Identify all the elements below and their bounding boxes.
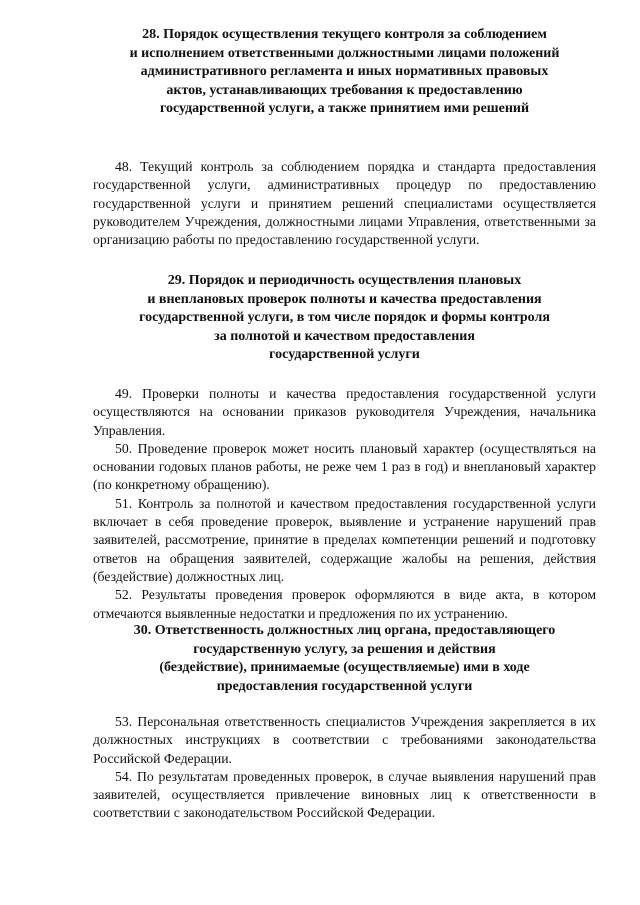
paragraph-49: 49. Проверки полноты и качества предоставления государственной услуги осуществляются на основании приказов руководителя Учреждения, начальника Управления. <box>93 386 596 438</box>
heading-line: актов, устанавливающих требования к предоставлению <box>166 82 523 98</box>
heading-line: государственную услугу, за решения и действия <box>193 641 496 657</box>
heading-line: государственной услуги, в том числе порядок и формы контроля <box>139 310 550 326</box>
heading-line: 28. Порядок осуществления текущего контроля за соблюдением <box>142 27 547 42</box>
heading-line: административного регламента и иных нормативных правовых <box>140 64 549 80</box>
heading-line: и исполнением ответственными должностными лицами положений <box>129 45 560 61</box>
section-30-heading <box>93 622 596 696</box>
heading-line: 30. Ответственность должностных лиц органа, предоставляющего <box>133 623 556 638</box>
heading-line: 29. Порядок и периодичность осуществления плановых <box>167 273 522 288</box>
paragraph-48: 48. Текущий контроль за соблюдением порядка и стандарта предоставления государственной услуги, административных процедур по предоставлению государственной услуги и принятием решений специалистами осуществляется руководителем Учреждения, должностными лицами Управления, ответственными за организацию работы по предоставлению государственной услуги. <box>93 159 596 248</box>
paragraph-53: 53. Персональная ответственность специалистов Учреждения закрепляется в их должностных инструкциях в соответствии с требованиями законодательства Российской Федерации. <box>93 714 596 766</box>
paragraph-54: 54. По результатам проведенных проверок, в случае выявления нарушений прав заявителей, осуществляется привлечение виновных лиц к ответственности в соответствии с законодательством Российской Федерации. <box>93 768 596 821</box>
section-29-body <box>93 385 596 623</box>
section-28-heading <box>93 26 596 119</box>
heading-line: за полнотой и качеством предоставления <box>214 328 475 344</box>
section-28-body <box>93 158 596 249</box>
heading-line: государственной услуги, а также принятием ими решений <box>159 101 530 117</box>
paragraph-50: 50. Проведение проверок может носить плановый характер (осуществляться на основании годовых планов работы, не реже чем 1 раз в год) и внеплановый характер (по конкретному обращению). <box>93 440 596 493</box>
section-29-heading <box>93 272 596 365</box>
paragraph-52: 52. Результаты проведения проверок оформляются в виде акта, в котором отмечаются выявленные недостатки и предложения по их устранению. <box>93 587 596 621</box>
section-30-body <box>93 713 596 823</box>
heading-line: государственной услуги <box>269 347 420 363</box>
heading-line: (бездействие), принимаемые (осуществляемые) ими в ходе <box>159 660 530 676</box>
paragraph-51: 51. Контроль за полнотой и качеством предоставления государственной услуги включает в себя проведение проверок, выявление и устранение нарушений прав заявителей, рассмотрение, принятие в пределах компетенции решений и подготовку ответов на обращения заявителей, содержащие жалобы на решения, действия (бездействие) должностных лиц. <box>93 495 596 584</box>
heading-line: предоставления государственной услуги <box>216 678 473 694</box>
heading-line: и внеплановых проверок полноты и качества предоставления <box>147 291 542 307</box>
